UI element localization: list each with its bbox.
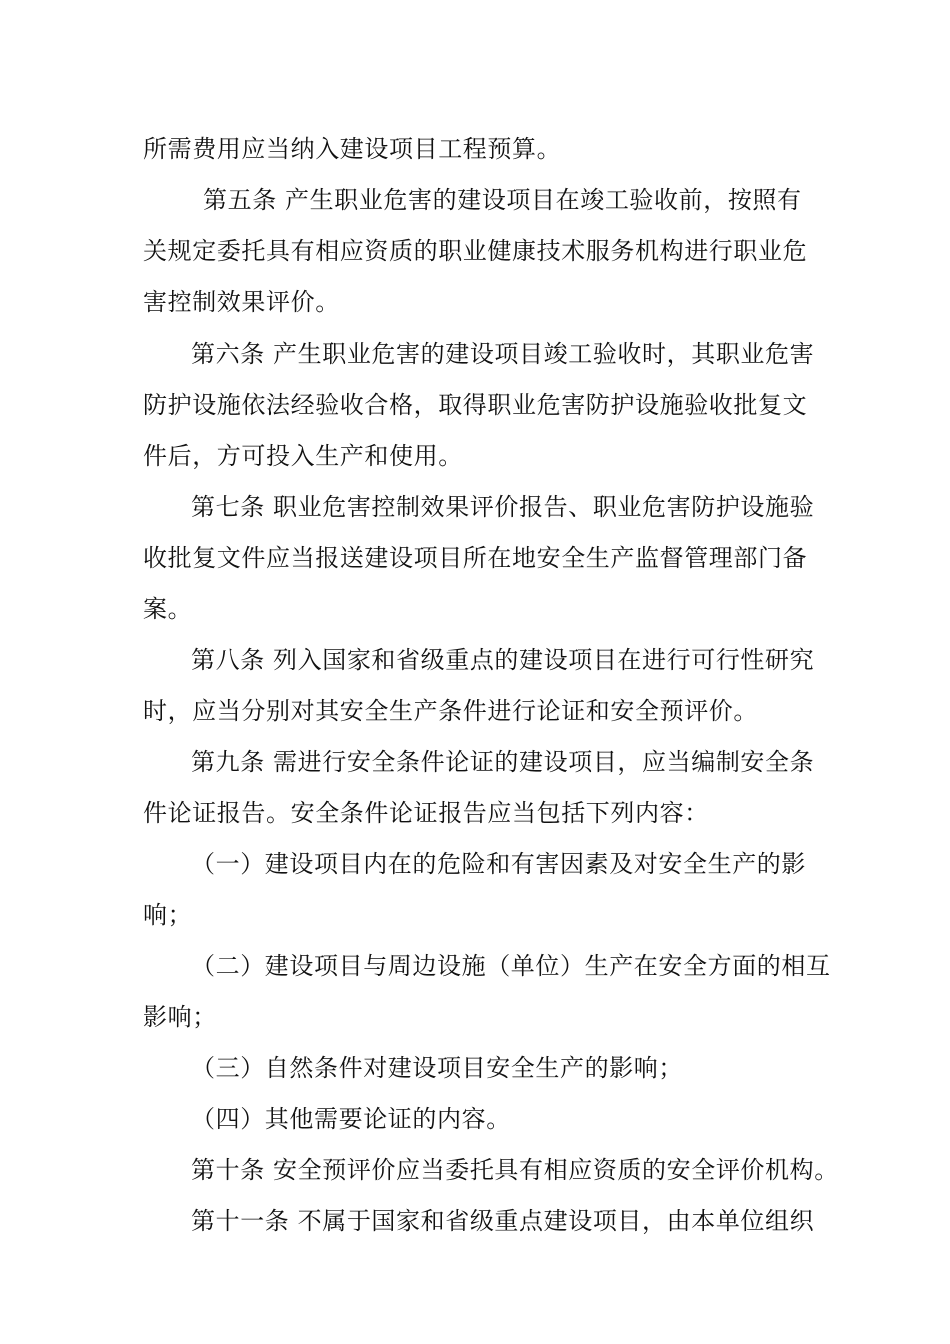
paragraph-line: 防护设施依法经验收合格，取得职业危害防护设施验收批复文 [143,391,808,419]
paragraph-line: 害控制效果评价。 [143,288,340,316]
paragraph-line: 关规定委托具有相应资质的职业健康技术服务机构进行职业危 [143,237,808,265]
paragraph-line: 第十一条 不属于国家和省级重点建设项目，由本单位组织 [191,1207,815,1235]
paragraph-line: 收批复文件应当报送建设项目所在地安全生产监督管理部门备 [143,544,808,572]
paragraph-line: 第七条 职业危害控制效果评价报告、职业危害防护设施验 [191,493,815,521]
paragraph-line: 件后，方可投入生产和使用。 [143,442,463,470]
paragraph-line: （四）其他需要论证的内容。 [191,1105,511,1133]
paragraph-line: （三）自然条件对建设项目安全生产的影响； [191,1054,683,1082]
paragraph-line: （一）建设项目内在的危险和有害因素及对安全生产的影 [191,850,806,878]
paragraph-line: 第十条 安全预评价应当委托具有相应资质的安全评价机构。 [191,1156,839,1184]
paragraph-line: 所需费用应当纳入建设项目工程预算。 [143,135,562,163]
paragraph-line: 件论证报告。安全条件论证报告应当包括下列内容： [143,799,709,827]
paragraph-line: 第六条 产生职业危害的建设项目竣工验收时，其职业危害 [191,340,815,368]
paragraph-line: 第九条 需进行安全条件论证的建设项目，应当编制安全条 [191,748,815,776]
paragraph-line: 响； [143,901,193,929]
paragraph-line: 第八条 列入国家和省级重点的建设项目在进行可行性研究 [191,646,815,674]
paragraph-line: 第五条 产生职业危害的建设项目在竣工验收前，按照有 [203,186,802,214]
paragraph-line: （二）建设项目与周边设施（单位）生产在安全方面的相互 [191,952,831,980]
paragraph-line: 时，应当分别对其安全生产条件进行论证和安全预评价。 [143,697,758,725]
paragraph-line: 影响； [143,1003,217,1031]
paragraph-line: 案。 [143,595,193,623]
